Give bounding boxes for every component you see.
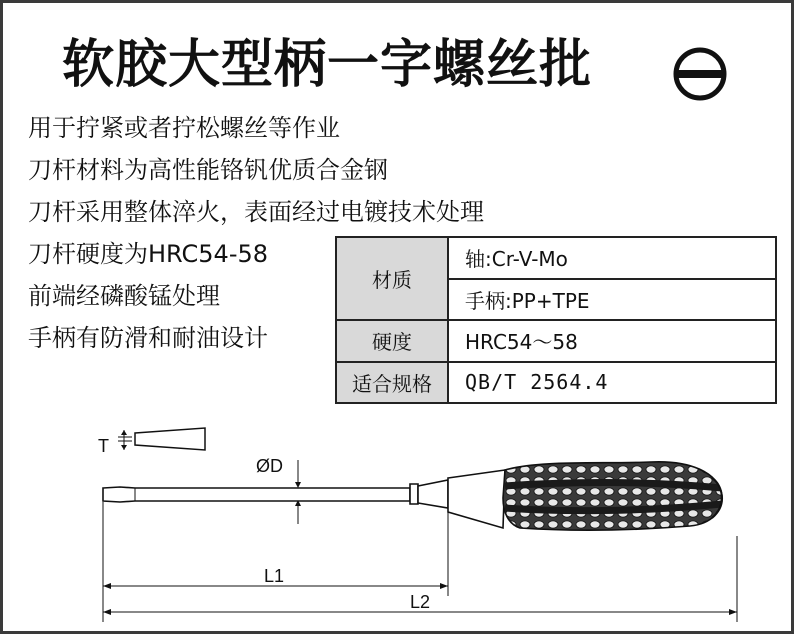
feature-item: 刀杆材料为高性能铬钒优质合金钢 [28,156,388,184]
spec-table [335,236,777,404]
slotted-screw-head-icon [668,44,732,104]
l2-dimension [103,592,737,615]
feature-item: 前端经磷酸锰处理 [28,282,220,310]
standard-label: 适合规格 [336,362,448,404]
standard-value: QB/T 2564.4 [448,362,776,404]
d-label: ØD [256,456,283,476]
hardness-value: HRC54～58 [448,320,776,362]
l1-dimension [103,566,448,589]
l2-label: L2 [410,592,431,612]
feature-item: 手柄有防滑和耐油设计 [28,324,268,352]
hardness-label: 硬度 [336,320,448,362]
feature-item: 刀杆采用整体淬火，表面经过电镀技术处理 [28,198,484,226]
spec-row [336,362,776,404]
feature-item: 用于拧紧或者拧松螺丝等作业 [28,114,340,142]
t-label: T [98,436,109,456]
page-title: 软胶大型柄一字螺丝批 [62,35,593,95]
l1-label: L1 [264,566,285,586]
material-shaft-value: 轴:Cr-V-Mo [448,237,776,279]
tip-profile-detail [98,428,205,456]
spec-row [336,237,776,279]
spec-row [336,320,776,362]
material-handle-value: 手柄:PP+TPE [448,279,776,321]
screwdriver-handle [448,462,722,530]
material-label: 材质 [336,237,448,320]
feature-item: 刀杆硬度为HRC54-58 [28,240,269,268]
screwdriver-blade [103,480,448,508]
screwdriver-diagram [0,420,800,639]
